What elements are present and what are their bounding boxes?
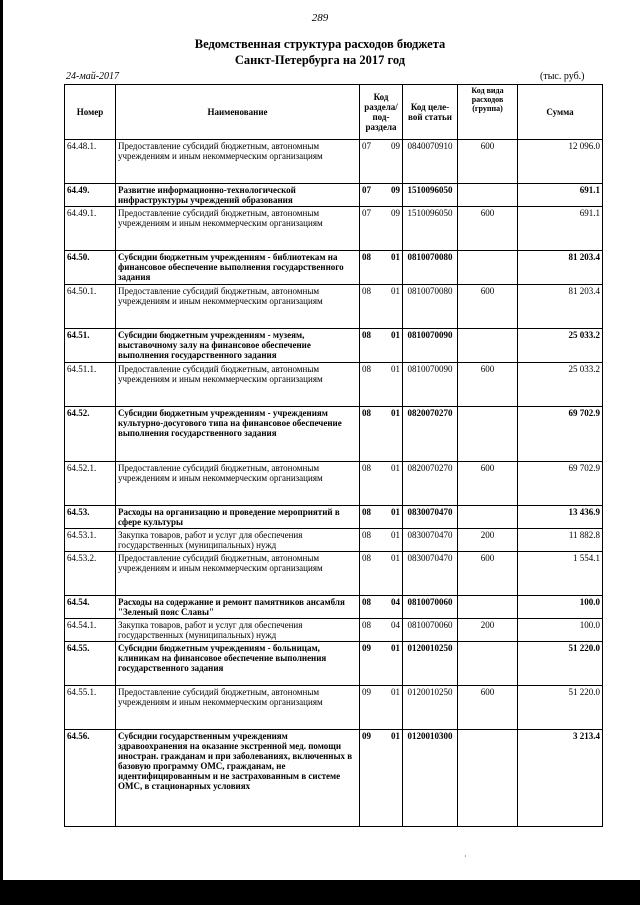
row-expense-kind: 600	[458, 207, 518, 251]
table-row	[65, 363, 603, 407]
row-name: Предоставление субсидий бюджетным, автономным учреждениям и иным некоммерческим организациям	[116, 363, 360, 407]
row-number: 64.52.1.	[65, 462, 116, 506]
row-number: 64.51.	[65, 329, 116, 363]
row-section-code	[360, 363, 403, 407]
row-section: 08	[362, 408, 371, 418]
row-section-code	[360, 506, 403, 529]
row-number: 64.53.1.	[65, 529, 116, 552]
row-number: 64.54.	[65, 596, 116, 619]
row-number: 64.54.1.	[65, 619, 116, 642]
row-section-code	[360, 251, 403, 285]
table-row	[65, 407, 603, 462]
row-section-code	[360, 552, 403, 596]
row-section: 07	[362, 208, 371, 218]
row-subsection: 01	[391, 530, 400, 540]
header-number: Номер	[65, 85, 116, 140]
row-expense-kind: 600	[458, 462, 518, 506]
row-name: Расходы на организацию и проведение мероприятий в сфере культуры	[116, 506, 360, 529]
row-number: 64.48.1.	[65, 140, 116, 184]
row-expense-kind	[458, 642, 518, 686]
row-expense-kind	[458, 596, 518, 619]
row-expense-kind: 200	[458, 619, 518, 642]
row-target-code: 0120010250	[403, 686, 458, 730]
row-section: 08	[362, 530, 371, 540]
row-subsection: 01	[391, 687, 400, 697]
row-number: 64.51.1.	[65, 363, 116, 407]
row-target-code: 0820070270	[403, 407, 458, 462]
row-name: Субсидии бюджетным учреждениям - библиотекам на финансовое обеспечение выполнения государственного задания	[116, 251, 360, 285]
table-row	[65, 619, 603, 642]
row-section-code	[360, 140, 403, 184]
row-subsection: 01	[391, 507, 400, 517]
row-section: 09	[362, 643, 371, 653]
row-section-code	[360, 462, 403, 506]
row-name: Субсидии государственным учреждениям здравоохранения на оказание экстренной мед. помощи иностран. гражданам и при заболеваниях, включенных в базовую программу ОМС, гражданам, не идентифицированным и не застрахованным в системе ОМС, в стационарных условиях	[116, 730, 360, 827]
row-target-code: 0830070470	[403, 506, 458, 529]
row-expense-kind: 200	[458, 529, 518, 552]
row-expense-kind	[458, 329, 518, 363]
row-number: 64.53.	[65, 506, 116, 529]
row-target-code: 0810070080	[403, 285, 458, 329]
row-target-code: 0810070080	[403, 251, 458, 285]
row-name: Предоставление субсидий бюджетным, автономным учреждениям и иным некоммерческим организациям	[116, 462, 360, 506]
row-sum: 3 213.4	[518, 730, 603, 827]
table-row	[65, 506, 603, 529]
row-sum: 691.1	[518, 184, 603, 207]
row-expense-kind	[458, 506, 518, 529]
row-name: Предоставление субсидий бюджетным, автономным учреждениям и иным некоммерческим организациям	[116, 686, 360, 730]
row-expense-kind: 600	[458, 363, 518, 407]
row-expense-kind: 600	[458, 140, 518, 184]
header-target-code: Код целе-вой статьи	[403, 85, 458, 140]
row-sum: 25 033.2	[518, 329, 603, 363]
row-target-code: 0810070090	[403, 329, 458, 363]
page-number: 289	[311, 12, 329, 24]
row-target-code: 1510096050	[403, 207, 458, 251]
table-row	[65, 462, 603, 506]
row-target-code: 0830070470	[403, 552, 458, 596]
row-target-code: 0120010300	[403, 730, 458, 827]
header-name: Наименование	[116, 85, 360, 140]
row-subsection: 04	[391, 597, 400, 607]
header-sum: Сумма	[518, 85, 603, 140]
row-name: Предоставление субсидий бюджетным, автономным учреждениям и иным некоммерческим организациям	[116, 552, 360, 596]
row-subsection: 09	[391, 208, 400, 218]
row-target-code: 0840070910	[403, 140, 458, 184]
table-row	[65, 285, 603, 329]
row-section-code	[360, 285, 403, 329]
row-name: Закупка товаров, работ и услуг для обеспечения государственных (муниципальных) нужд	[116, 529, 360, 552]
row-number: 64.49.1.	[65, 207, 116, 251]
table-row	[65, 552, 603, 596]
row-section-code	[360, 329, 403, 363]
table-row	[65, 207, 603, 251]
table-row	[65, 184, 603, 207]
row-section-code	[360, 619, 403, 642]
units-label: (тыс. руб.)	[540, 71, 585, 82]
document-title-line2: Санкт-Петербурга на 2017 год	[234, 53, 406, 67]
row-section: 08	[362, 252, 371, 262]
row-subsection: 01	[391, 286, 400, 296]
row-target-code: 0820070270	[403, 462, 458, 506]
row-sum: 69 702.9	[518, 407, 603, 462]
row-subsection: 01	[391, 330, 400, 340]
row-name: Развитие информационно-технологической инфраструктуры учреждений образования	[116, 184, 360, 207]
table-row	[65, 730, 603, 827]
row-section-code	[360, 596, 403, 619]
table-row	[65, 642, 603, 686]
row-name: Субсидии бюджетным учреждениям - музеям, выставочному залу на финансовое обеспечение выполнения государственного задания	[116, 329, 360, 363]
row-expense-kind	[458, 184, 518, 207]
row-expense-kind	[458, 730, 518, 827]
row-section-code	[360, 184, 403, 207]
row-number: 64.52.	[65, 407, 116, 462]
scan-speck: ·	[464, 852, 467, 861]
row-subsection: 01	[391, 463, 400, 473]
row-expense-kind: 600	[458, 686, 518, 730]
row-section-code	[360, 642, 403, 686]
row-sum: 81 203.4	[518, 251, 603, 285]
row-subsection: 01	[391, 731, 400, 741]
row-section-code	[360, 730, 403, 827]
row-sum: 81 203.4	[518, 285, 603, 329]
table-row	[65, 596, 603, 619]
table-row	[65, 686, 603, 730]
row-number: 64.55.	[65, 642, 116, 686]
row-sum: 51 220.0	[518, 642, 603, 686]
row-sum: 51 220.0	[518, 686, 603, 730]
row-expense-kind	[458, 251, 518, 285]
row-subsection: 01	[391, 252, 400, 262]
row-name: Субсидии бюджетным учреждениям - учреждениям культурно-досугового типа на финансовое обеспечение выполнения государственного задания	[116, 407, 360, 462]
row-number: 64.55.1.	[65, 686, 116, 730]
row-section: 09	[362, 731, 371, 741]
row-section: 08	[362, 364, 371, 374]
row-subsection: 09	[391, 185, 400, 195]
row-sum: 1 554.1	[518, 552, 603, 596]
row-section-code	[360, 529, 403, 552]
row-number: 64.53.2.	[65, 552, 116, 596]
row-section: 08	[362, 553, 371, 563]
row-name: Закупка товаров, работ и услуг для обеспечения государственных (муниципальных) нужд	[116, 619, 360, 642]
row-subsection: 01	[391, 408, 400, 418]
row-number: 64.50.	[65, 251, 116, 285]
row-sum: 100.0	[518, 596, 603, 619]
scan-edge-left	[0, 0, 3, 905]
row-name: Предоставление субсидий бюджетным, автономным учреждениям и иным некоммерческим организациям	[116, 285, 360, 329]
row-sum: 12 096.0	[518, 140, 603, 184]
row-number: 64.56.	[65, 730, 116, 827]
row-sum: 13 436.9	[518, 506, 603, 529]
row-section-code	[360, 407, 403, 462]
row-subsection: 09	[391, 141, 400, 151]
document-date: 24-май-2017	[66, 71, 120, 82]
row-subsection: 01	[391, 553, 400, 563]
row-target-code: 0120010250	[403, 642, 458, 686]
row-section-code	[360, 686, 403, 730]
row-name: Субсидии бюджетным учреждениям - больницам, клиникам на финансовое обеспечение выполнения государственного задания	[116, 642, 360, 686]
row-target-code: 0810070090	[403, 363, 458, 407]
row-sum: 691.1	[518, 207, 603, 251]
row-section: 07	[362, 141, 371, 151]
row-sum: 100.0	[518, 619, 603, 642]
table-row	[65, 140, 603, 184]
row-expense-kind	[458, 407, 518, 462]
row-section: 08	[362, 330, 371, 340]
row-section-code	[360, 207, 403, 251]
table-header-row	[65, 85, 603, 140]
header-section-code: Код раздела/ под-раздела	[360, 85, 403, 140]
row-section: 07	[362, 185, 371, 195]
row-target-code: 0810070060	[403, 596, 458, 619]
row-section: 09	[362, 687, 371, 697]
table-row	[65, 329, 603, 363]
row-number: 64.49.	[65, 184, 116, 207]
row-subsection: 04	[391, 620, 400, 630]
row-section: 08	[362, 286, 371, 296]
row-subsection: 01	[391, 643, 400, 653]
row-section: 08	[362, 597, 371, 607]
scan-edge-bottom	[0, 880, 640, 905]
header-expense-kind: Код вида расходов (группа)	[458, 85, 518, 140]
row-name: Предоставление субсидий бюджетным, автономным учреждениям и иным некоммерческим организациям	[116, 207, 360, 251]
row-sum: 11 882.8	[518, 529, 603, 552]
row-section: 08	[362, 507, 371, 517]
budget-table	[64, 84, 603, 827]
row-name: Расходы на содержание и ремонт памятников ансамбля "Зеленый пояс Славы"	[116, 596, 360, 619]
row-section: 08	[362, 463, 371, 473]
row-subsection: 01	[391, 364, 400, 374]
row-section: 08	[362, 620, 371, 630]
row-number: 64.50.1.	[65, 285, 116, 329]
row-name: Предоставление субсидий бюджетным, автономным учреждениям и иным некоммерческим организациям	[116, 140, 360, 184]
document-title-line1: Ведомственная структура расходов бюджета	[194, 37, 446, 51]
row-target-code: 0830070470	[403, 529, 458, 552]
row-expense-kind: 600	[458, 552, 518, 596]
table-row	[65, 251, 603, 285]
row-target-code: 0810070060	[403, 619, 458, 642]
row-expense-kind: 600	[458, 285, 518, 329]
table-row	[65, 529, 603, 552]
row-target-code: 1510096050	[403, 184, 458, 207]
row-sum: 25 033.2	[518, 363, 603, 407]
row-sum: 69 702.9	[518, 462, 603, 506]
